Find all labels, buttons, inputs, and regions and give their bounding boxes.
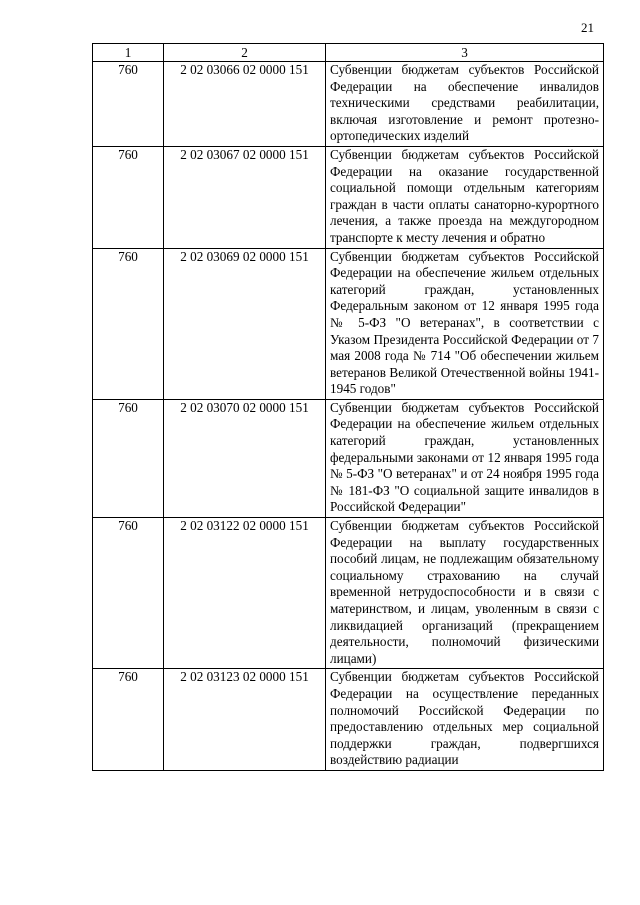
budget-code-cell: 2 02 03070 02 0000 151 (164, 399, 326, 517)
admin-code-cell: 760 (93, 248, 164, 399)
budget-code-cell: 2 02 03069 02 0000 151 (164, 248, 326, 399)
admin-code-cell: 760 (93, 146, 164, 248)
column-header-1: 1 (93, 44, 164, 62)
admin-code-cell: 760 (93, 62, 164, 147)
budget-codes-table (92, 43, 604, 771)
table-row (93, 518, 604, 669)
description-cell: Субвенции бюджетам субъектов Российской Федерации на выплату государственных пособий лицам, не подлежащим обязательному социальному страхованию на случай временной нетрудоспособности и в связи с материнством, и лицам, уволенным в связи с ликвидацией организаций (прекращением деятельности, полномочий физическими лицами) (326, 518, 604, 669)
admin-code-cell: 760 (93, 399, 164, 517)
description-cell: Субвенции бюджетам субъектов Российской Федерации на обеспечение жильем отдельных категорий граждан, установленных Федеральным законом от 12 января 1995 года № 5-ФЗ "О ветеранах", в соответствии с Указом Президента Российской Федерации от 7 мая 2008 года № 714 "Об обеспечении жильем ветеранов Великой Отечественной войны 1941-1945 годов" (326, 248, 604, 399)
budget-code-cell: 2 02 03067 02 0000 151 (164, 146, 326, 248)
table-row (93, 62, 604, 147)
admin-code-cell: 760 (93, 518, 164, 669)
column-header-3: 3 (326, 44, 604, 62)
budget-code-cell: 2 02 03123 02 0000 151 (164, 669, 326, 771)
page-number: 21 (581, 20, 594, 35)
table-body (93, 62, 604, 771)
table-header (93, 44, 604, 62)
budget-code-cell: 2 02 03066 02 0000 151 (164, 62, 326, 147)
description-cell: Субвенции бюджетам субъектов Российской Федерации на оказание государственной социальной помощи отдельным категориям граждан в части оплаты санаторно-курортного лечения, а также проезда на междугородном транспорте к месту лечения и обратно (326, 146, 604, 248)
description-cell: Субвенции бюджетам субъектов Российской Федерации на обеспечение жильем отдельных категорий граждан, установленных федеральными законами от 12 января 1995 года № 5-ФЗ "О ветеранах" и от 24 ноября 1995 года № 181-ФЗ "О социальной защите инвалидов в Российской Федерации" (326, 399, 604, 517)
table-row (93, 248, 604, 399)
column-header-2: 2 (164, 44, 326, 62)
table-row (93, 669, 604, 771)
header-row (93, 44, 604, 62)
admin-code-cell: 760 (93, 669, 164, 771)
budget-code-cell: 2 02 03122 02 0000 151 (164, 518, 326, 669)
table-row (93, 146, 604, 248)
description-cell: Субвенции бюджетам субъектов Российской Федерации на обеспечение инвалидов техническими средствами реабилитации, включая изготовление и ремонт протезно-ортопедических изделий (326, 62, 604, 147)
description-cell: Субвенции бюджетам субъектов Российской Федерации на осуществление переданных полномочий Российской Федерации по предоставлению отдельных мер социальной поддержки граждан, подвергшихся воздействию радиации (326, 669, 604, 771)
table-row (93, 399, 604, 517)
